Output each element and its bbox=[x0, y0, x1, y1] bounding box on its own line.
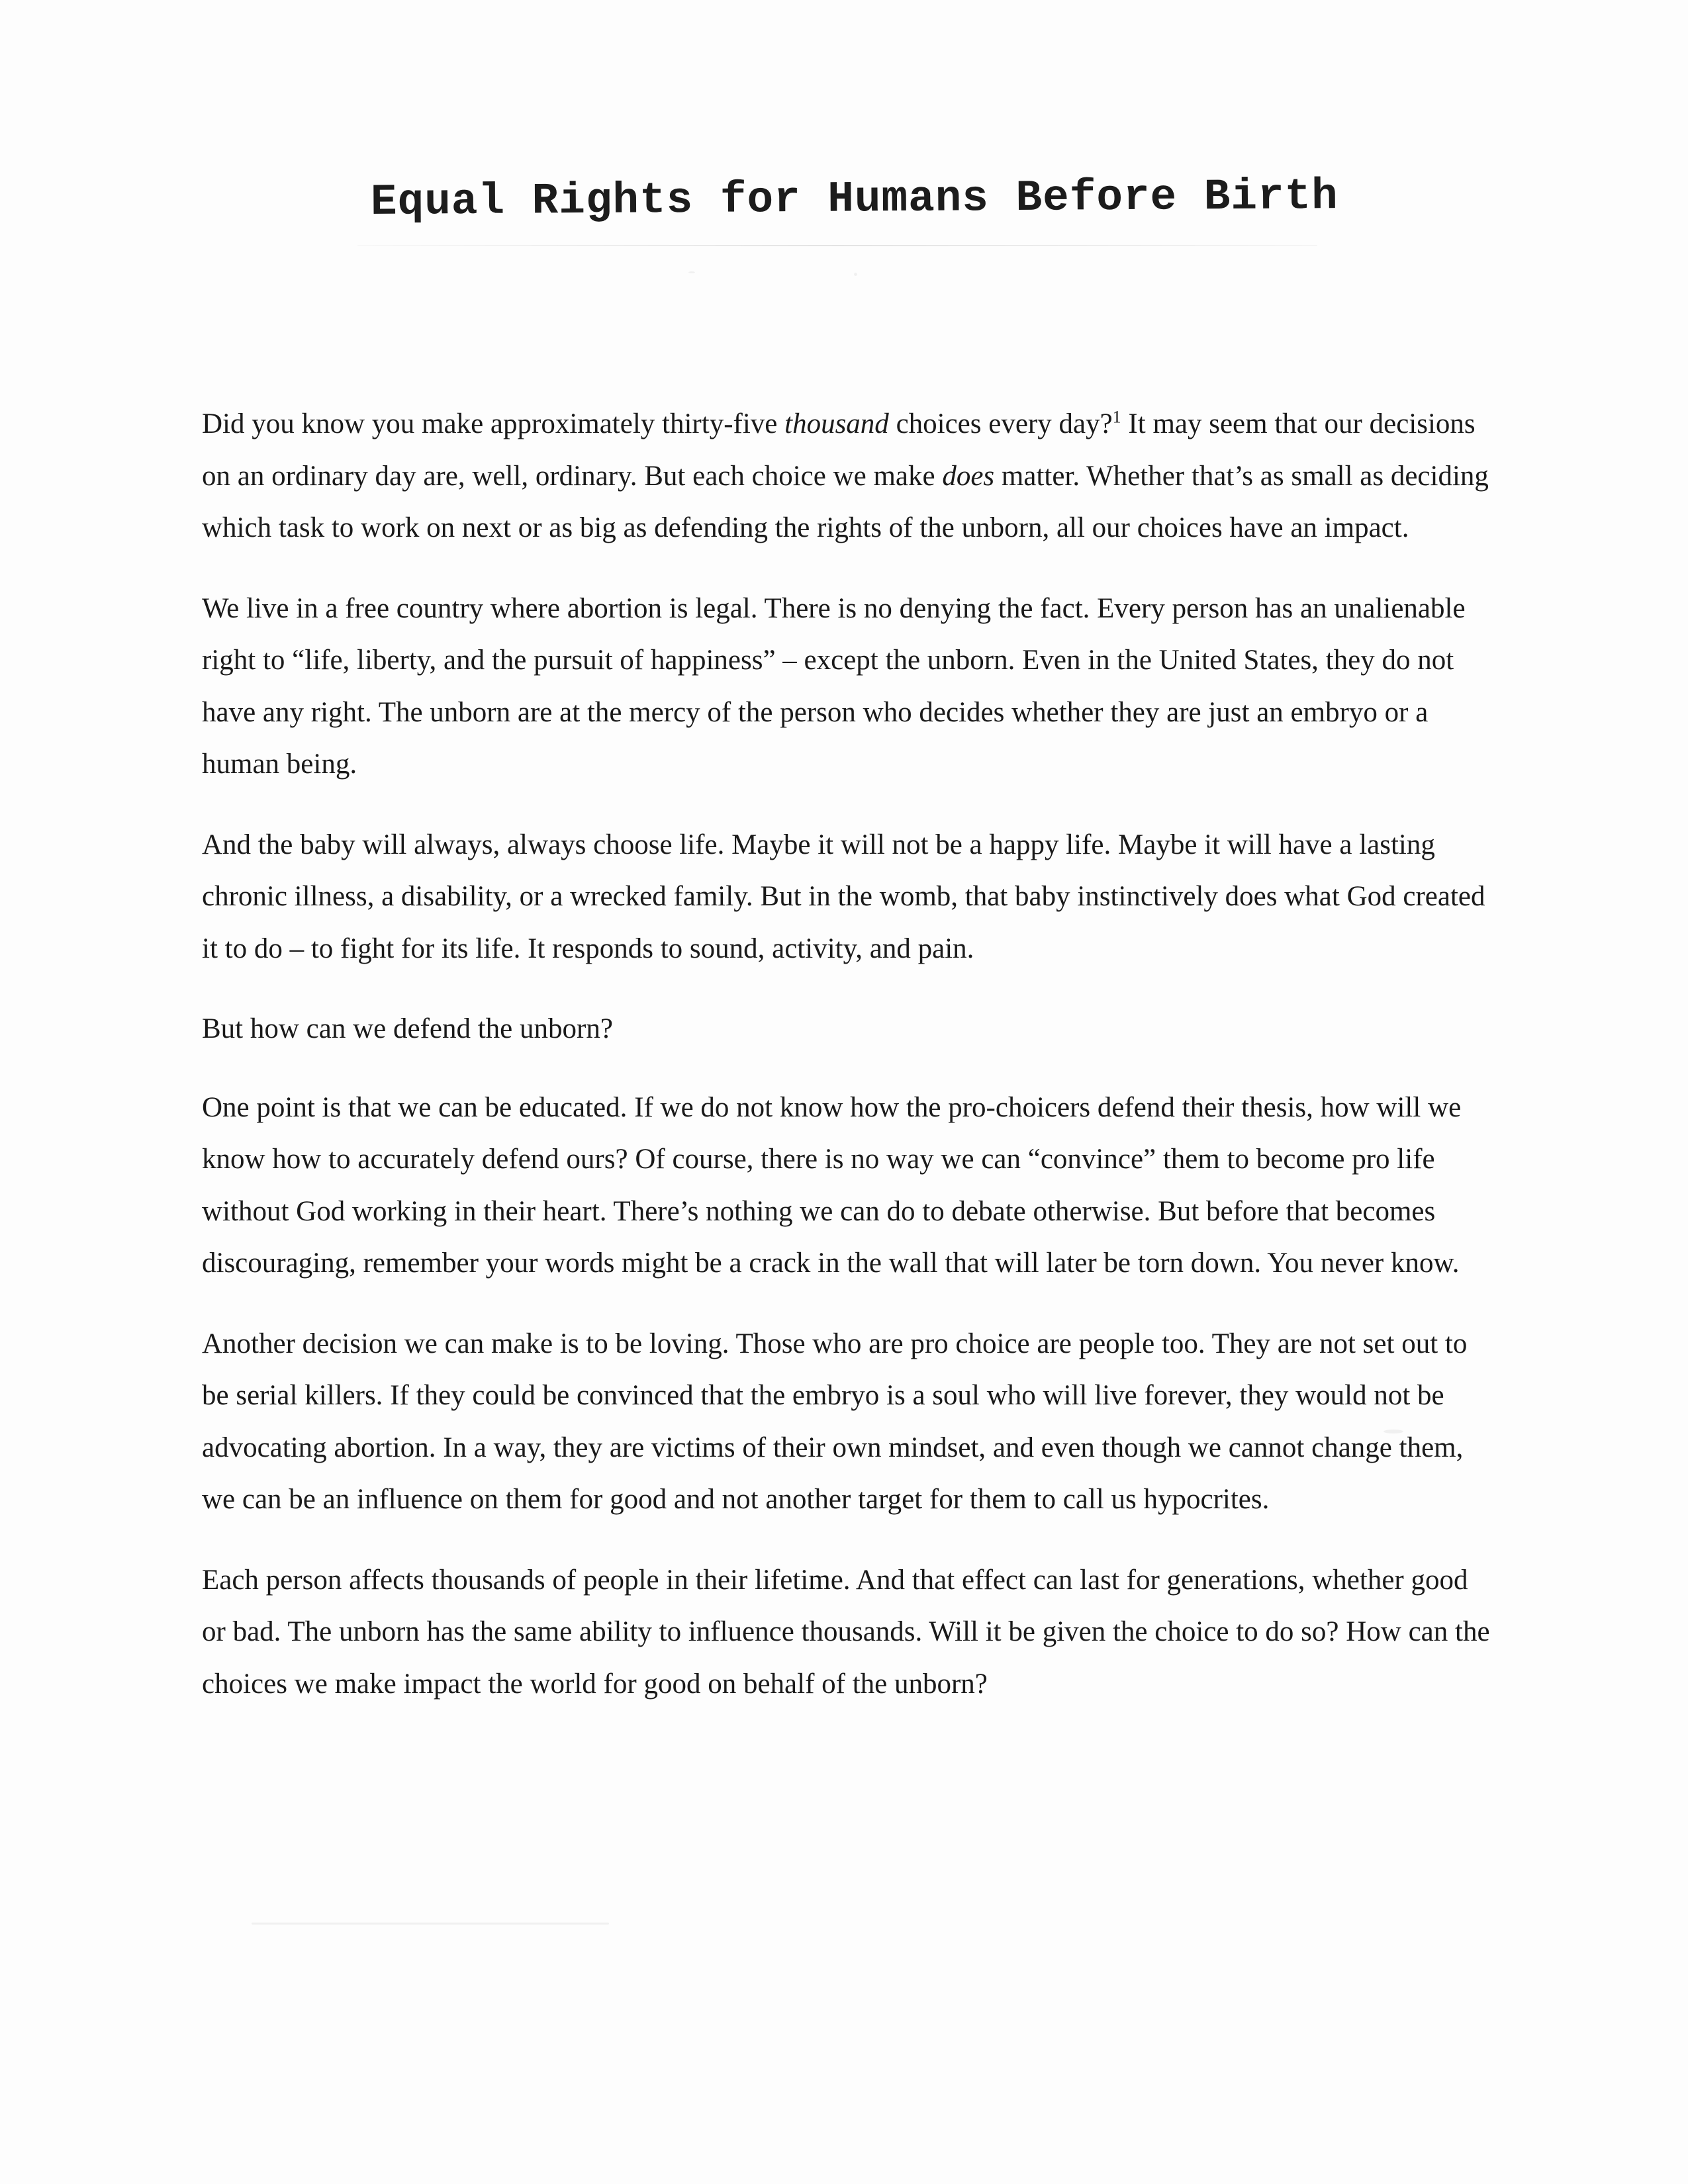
paragraph-1-emphasis-thousand: thousand bbox=[784, 408, 889, 439]
paragraph-6: Another decision we can make is to be loving. Those who are pro choice are people too. They are not set out to be serial killers. If they could be convinced that the embryo is a soul who will live forever, they would not be advocating abortion. In a way, they are victims of their own mindset, and even though we cannot change them, we can be an influence on them for good and not another target for them to call us hypocrites. bbox=[202, 1328, 1468, 1515]
footnote-marker: 1 bbox=[1112, 407, 1121, 427]
scan-speck bbox=[688, 271, 695, 273]
paragraph-1-text-b: choices every day? bbox=[888, 408, 1113, 439]
document-body bbox=[202, 398, 1493, 1739]
paragraph-1-emphasis-does: does bbox=[942, 460, 995, 492]
paragraph-1-text-d: matter. Whether that’s as small as deciding which task to work on next or as big as defending the rights of the unborn, all our choices have an impact. bbox=[202, 460, 1489, 543]
paragraph-2: We live in a free country where abortion is legal. There is no denying the fact. Every person has an unalienable right to “life, liberty, and the pursuit of happiness” – except the unborn. Even in the United States, they do not have any right. The unborn are at the mercy of the person who decides whether they are just an embryo or a human being. bbox=[202, 592, 1466, 780]
paragraph-1 bbox=[202, 398, 1493, 555]
paragraph-3: And the baby will always, always choose life. Maybe it will not be a happy life. Maybe it will have a lasting chronic illness, a disability, or a wrecked family. But in the womb, that baby instinctively does what God created it to do – to fight for its life. It responds to sound, activity, and pain. bbox=[202, 829, 1485, 964]
title-underline bbox=[357, 245, 1317, 246]
scan-speck bbox=[1383, 1430, 1403, 1433]
document-title: Equal Rights for Humans Before Birth bbox=[370, 171, 1339, 227]
paragraph-5: One point is that we can be educated. If we do not know how the pro-choicers defend their thesis, how will we know how to accurately defend ours? Of course, there is no way we can “convince” them to become pro life without God working in their heart. There’s nothing we can do to debate otherwise. But before that becomes discouraging, remember your words might be a crack in the wall that will later be torn down. You never know. bbox=[202, 1091, 1462, 1279]
paragraph-1-text-a: Did you know you make approximately thirty-five bbox=[202, 408, 785, 439]
scan-speck bbox=[854, 273, 857, 276]
paragraph-1-text-c: It may seem that our decisions on an ordinary day are, well, ordinary. But each choice we make bbox=[202, 408, 1476, 492]
scan-speck bbox=[252, 1923, 609, 1925]
paragraph-4: But how can we defend the unborn? bbox=[202, 1013, 613, 1044]
paragraph-7: Each person affects thousands of people in their lifetime. And that effect can last for generations, whether good or bad. The unborn has the same ability to influence thousands. Will it be given the choice to do so? How can the choices we make impact the world for good on behalf of the unborn? bbox=[202, 1564, 1490, 1700]
